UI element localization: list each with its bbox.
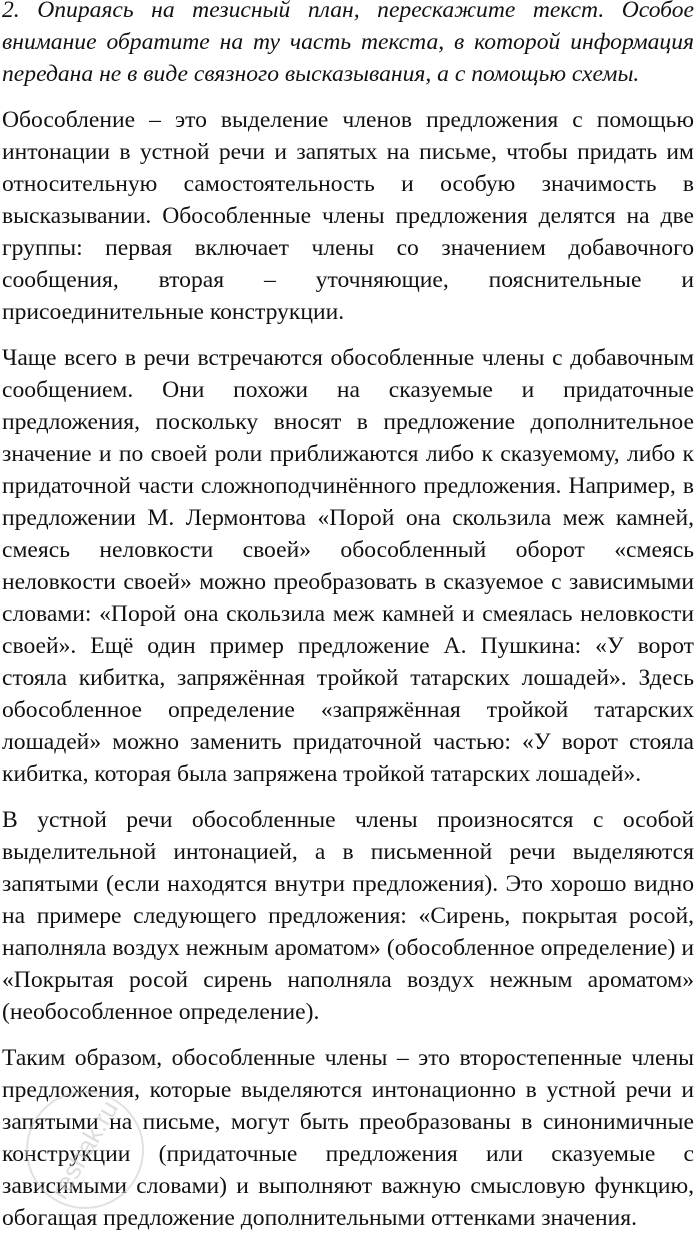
task-instruction: 2. Опираясь на тезисный план, перескажите текст. Особое внимание обратите на ту часть текста, в которой информация передана не в виде связного высказывания, а с помощью схемы. xyxy=(2,0,694,87)
spacer xyxy=(2,328,694,342)
paragraph-2: Чаще всего в речи встречаются обособленные члены с добавочным сообщением. Они похожи на сказуемые и придаточные предложения, поскольку вносят в предложение дополнительное значение и по своей роли приближаются либо к сказуемому, либо к придаточной части сложноподчинённого предложения. Например, в предложении М. Лермонтова «Порой она скользила меж камней, смеясь неловкости своей» обособленный оборот «смеясь неловкости своей» можно преобразовать в сказуемое с зависимыми словами: «Порой она скользила меж камней и смеялась неловкости своей». Ещё один пример предложение А. Пушкина: «У ворот стояла кибитка, запряжённая тройкой татарских лошадей». Здесь обособленное определение «запряжённая тройкой татарских лошадей» можно заменить придаточной частью: «У ворот стояла кибитка, которая была запряжена тройкой татарских лошадей». xyxy=(2,345,694,787)
paragraph-4: Таким образом, обособленные члены – это второстепенные члены предложения, которые выделяются интонационно в устной речи и запятыми на письме, могут быть преобразованы в синонимичные конструкции (придаточные предложения или сказуемые с зависимыми словами) и выполняют важную смысловую функцию, обогащая предложение дополнительными оттенками значения. xyxy=(2,1045,694,1231)
spacer xyxy=(2,1028,694,1042)
watermark-text: reshak.ru xyxy=(44,1095,125,1204)
spacer xyxy=(2,90,694,104)
document-page xyxy=(2,0,694,1234)
spacer xyxy=(2,790,694,804)
paragraph-1: Обособление – это выделение членов предложения с помощью интонации в устной речи и запятых на письме, чтобы придать им относительную самостоятельность и особую значимость в высказывании. Обособленные члены предложения делятся на две группы: первая включает члены со значением добавочного сообщения, вторая – уточняющие, пояснительные и присоединительные конструкции. xyxy=(2,107,694,325)
paragraph-3: В устной речи обособленные члены произносятся с особой выделительной интонацией, а в письменной речи выделяются запятыми (если находятся внутри предложения). Это хорошо видно на примере следующего предложения: «Сирень, покрытая росой, наполняла воздух нежным ароматом» (обособленное определение) и «Покрытая росой сирень наполняла воздух нежным ароматом» (необособленное определение). xyxy=(2,807,694,1025)
